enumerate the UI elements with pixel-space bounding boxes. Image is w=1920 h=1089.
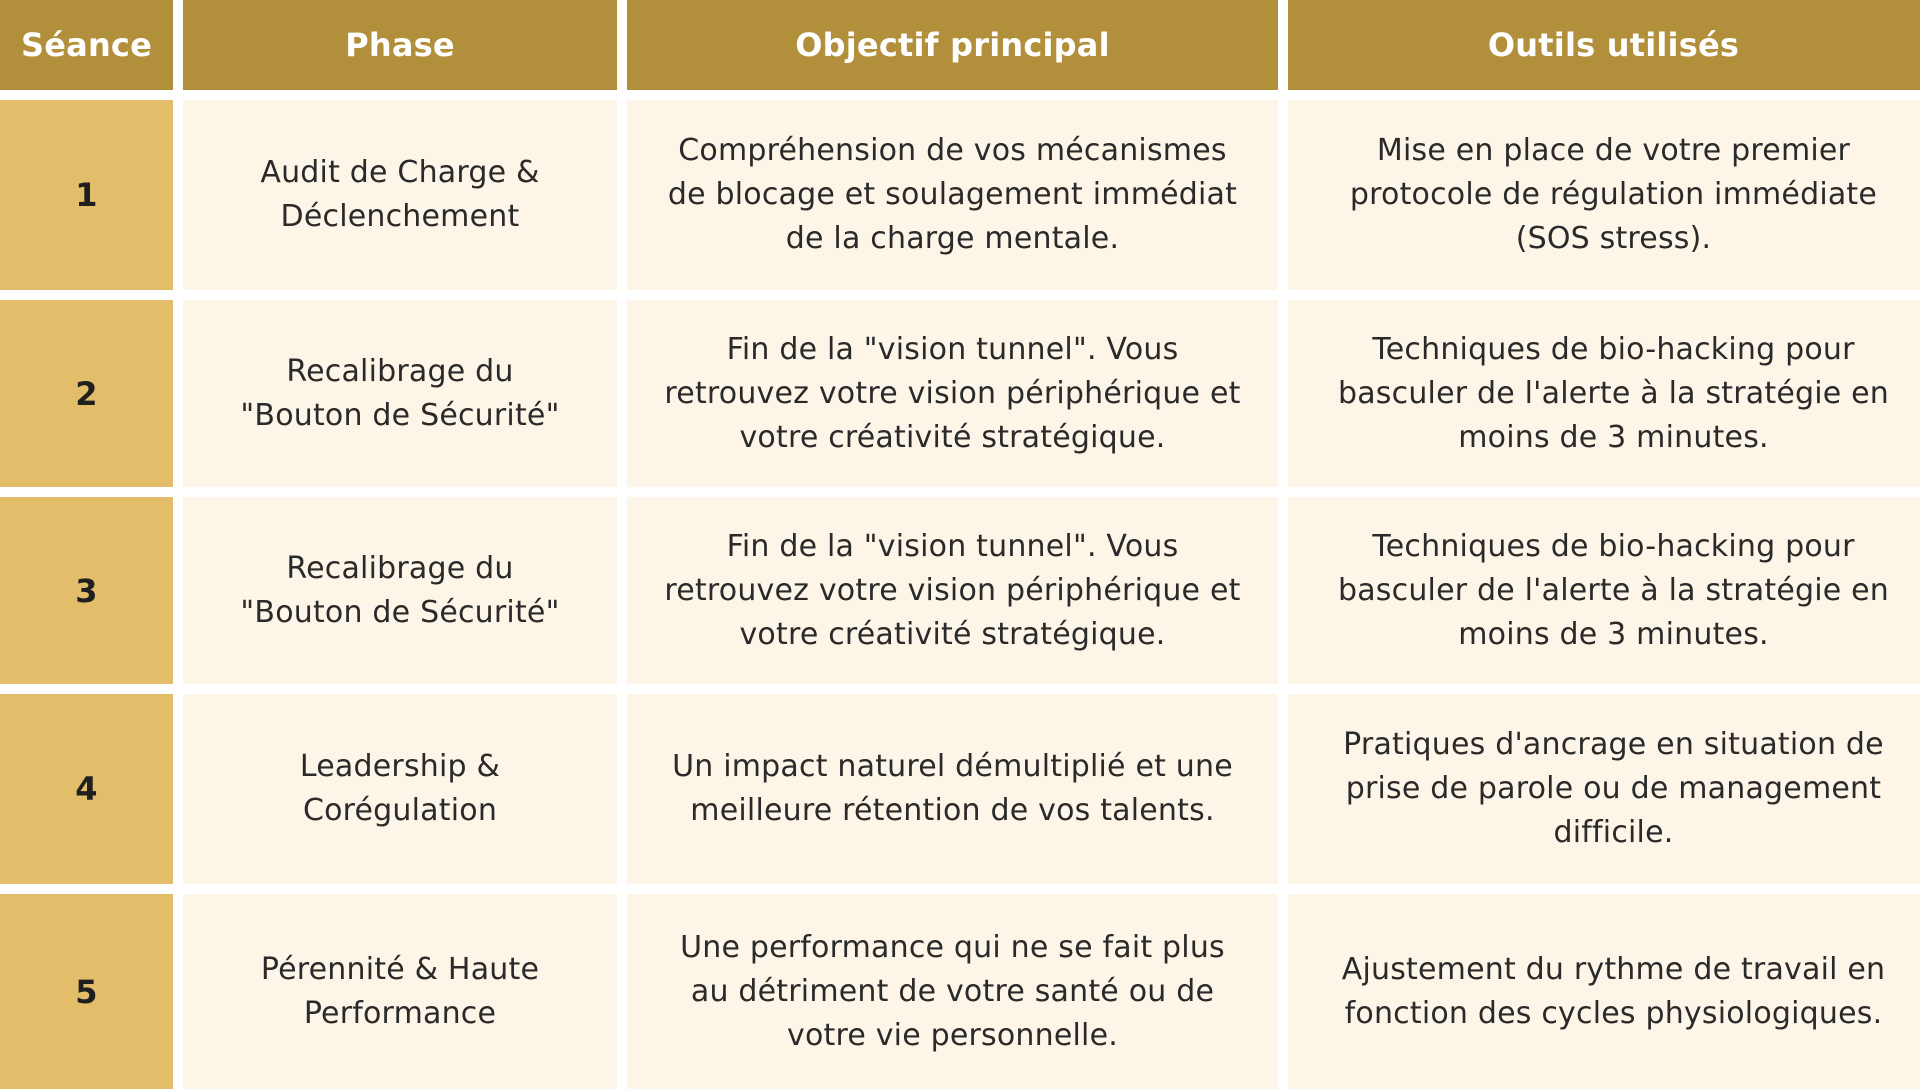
header-seance: Séance xyxy=(0,0,173,90)
row-3-outils: Techniques de bio-hacking pour basculer de l'alerte à la stratégie en moins de 3 minutes. xyxy=(1288,497,1920,684)
row-4-seance: 4 xyxy=(0,694,173,884)
row-4-outils: Pratiques d'ancrage en situation de prise de parole ou de management difficile. xyxy=(1288,694,1920,884)
row-5-phase: Pérennité & Haute Performance xyxy=(183,894,617,1089)
row-1-outils: Mise en place de votre premier protocole de régulation immédiate (SOS stress). xyxy=(1288,100,1920,290)
header-phase: Phase xyxy=(183,0,617,90)
row-2-objectif: Fin de la "vision tunnel". Vous retrouvez votre vision périphérique et votre créativité stratégique. xyxy=(627,300,1278,487)
row-5-objectif: Une performance qui ne se fait plus au détriment de votre santé ou de votre vie personnelle. xyxy=(627,894,1278,1089)
row-1-seance: 1 xyxy=(0,100,173,290)
row-3-seance: 3 xyxy=(0,497,173,684)
header-outils: Outils utilisés xyxy=(1288,0,1920,90)
row-5-seance: 5 xyxy=(0,894,173,1089)
row-4-objectif: Un impact naturel démultiplié et une meilleure rétention de vos talents. xyxy=(627,694,1278,884)
row-2-outils: Techniques de bio-hacking pour basculer de l'alerte à la stratégie en moins de 3 minutes. xyxy=(1288,300,1920,487)
row-2-phase: Recalibrage du "Bouton de Sécurité" xyxy=(183,300,617,487)
row-1-objectif: Compréhension de vos mécanismes de blocage et soulagement immédiat de la charge mentale. xyxy=(627,100,1278,290)
row-3-phase: Recalibrage du "Bouton de Sécurité" xyxy=(183,497,617,684)
row-3-objectif: Fin de la "vision tunnel". Vous retrouvez votre vision périphérique et votre créativité stratégique. xyxy=(627,497,1278,684)
header-objectif: Objectif principal xyxy=(627,0,1278,90)
row-4-phase: Leadership & Corégulation xyxy=(183,694,617,884)
row-1-phase: Audit de Charge & Déclenchement xyxy=(183,100,617,290)
row-2-seance: 2 xyxy=(0,300,173,487)
row-5-outils: Ajustement du rythme de travail en fonction des cycles physiologiques. xyxy=(1288,894,1920,1089)
